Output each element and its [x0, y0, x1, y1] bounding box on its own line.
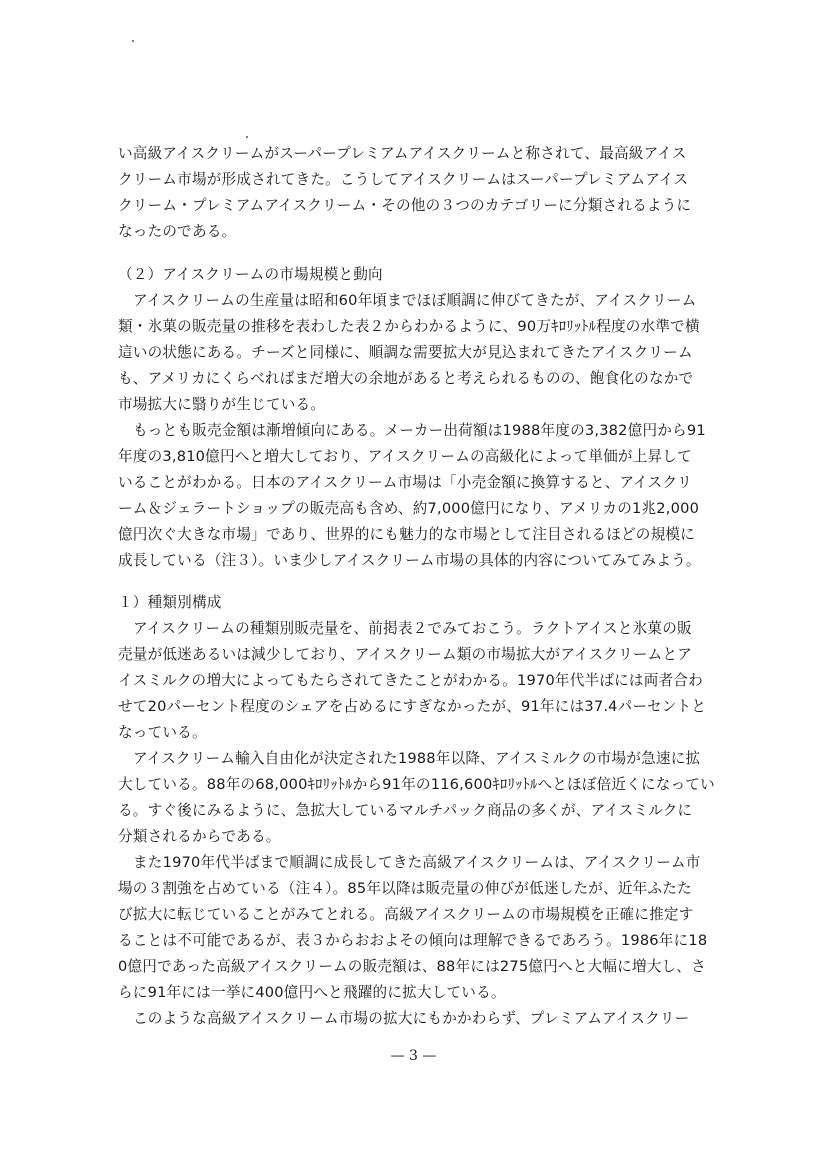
text-line: クリーム市場が形成されてきた。こうしてアイスクリームはスーパープレミアムアイス [118, 171, 689, 188]
text-line: このような高級アイスクリーム市場の拡大にもかかわらず、プレミアムアイスクリー [133, 1010, 690, 1027]
text-line: もっとも販売金額は漸増傾向にある。メーカー出荷額は1988年度の3,382億円から91 [133, 422, 706, 439]
text-line: なっている。 [118, 724, 207, 741]
text-line: クリーム・プレミアムアイスクリーム・その他の３つのカテゴリーに分類されるように [118, 197, 692, 214]
text-line: 市場拡大に翳りが生じている。 [118, 396, 326, 413]
text-line: アイスクリームの生産量は昭和60年頃までほぼ順調に伸びてきたが、アイスクリーム [133, 292, 697, 309]
text-line: も、アメリカにくらべればまだ増大の余地があると考えられるものの、飽食化のなかで [118, 370, 694, 387]
text-line: 0億円であった高級アイスクリームの販売額は、88年には275億円へと大幅に増大し、さ [118, 958, 706, 975]
text-line: ることは不可能であるが、表３からおおよその傾向は理解できるであろう。1986年に18 [118, 932, 708, 949]
text-line: 成長している（注３）。いま少しアイスクリーム市場の具体的内容についてみてみよう。 [118, 552, 701, 569]
text-line: 類・氷菓の販売量の推移を表わした表２からわかるように、90万ｷﾛﾘｯﾄﾙ程度の水準で横 [118, 318, 700, 335]
text-line: なったのである。 [118, 223, 237, 240]
text-line: アイスクリーム輸入自由化が決定された1988年以降、アイスミルクの市場が急速に拡 [133, 750, 701, 767]
text-line: また1970年代半ばまで順調に成長してきた高級アイスクリームは、アイスクリーム市 [133, 854, 701, 871]
scan-speck [132, 40, 134, 42]
text-line: いることがわかる。日本のアイスクリーム市場は「小売金額に換算すると、アイスクリ [118, 474, 693, 491]
text-line: らに91年には一挙に400億円へと飛躍的に拡大している。 [118, 984, 506, 1001]
text-line: せて20パーセント程度のシェアを占めるにすぎなかったが、91年には37.4パーセントと [118, 698, 707, 715]
text-line: い高級アイスクリームがスーパープレミアムアイスクリームと称されて、最高級アイス [118, 145, 687, 162]
text-line: アイスクリームの種類別販売量を、前掲表２でみておこう。ラクトアイスと氷菓の販 [133, 620, 692, 637]
text-line: 億円次ぐ大きな市場」であり、世界的にも魅力的な市場として注目されるほどの規模に [118, 526, 695, 543]
text-line: 場の３割強を占めている（注４）。85年以降は販売量の伸びが低迷したが、近年ふたた [118, 880, 692, 897]
page-number: — 3 — [390, 1048, 437, 1064]
text-line: イスミルクの増大によってもたらされてきたことがわかる。1970年代半ばには両者合わ [118, 672, 703, 689]
section-heading: （２）アイスクリームの市場規模と動向 [118, 266, 383, 283]
text-line: 分類されるからである。 [118, 828, 281, 845]
scan-speck [246, 136, 248, 138]
text-line: 大している。88年の68,000ｷﾛﾘｯﾄﾙから91年の116,600ｷﾛﾘｯﾄﾙへとほぼ倍近くになってい [118, 776, 715, 793]
text-line: 這いの状態にある。チーズと同様に、順調な需要拡大が見込まれてきたアイスクリーム [118, 344, 693, 361]
text-line: 売量が低迷あるいは減少しており、アイスクリーム類の市場拡大がアイスクリームとア [118, 646, 693, 663]
text-line: ーム＆ジェラートショップの販売高も含め、約7,000億円になり、アメリカの1兆2,000 [118, 500, 700, 517]
text-line: 年度の3,810億円へと増大しており、アイスクリームの高級化によって単価が上昇して [118, 448, 692, 465]
subsection-heading: １）種類別構成 [118, 594, 222, 611]
text-line: る。すぐ後にみるように、急拡大しているマルチパック商品の多くが、アイスミルクに [118, 802, 693, 819]
text-line: び拡大に転じていることがみてとれる。高級アイスクリームの市場規模を正確に推定す [118, 906, 694, 923]
